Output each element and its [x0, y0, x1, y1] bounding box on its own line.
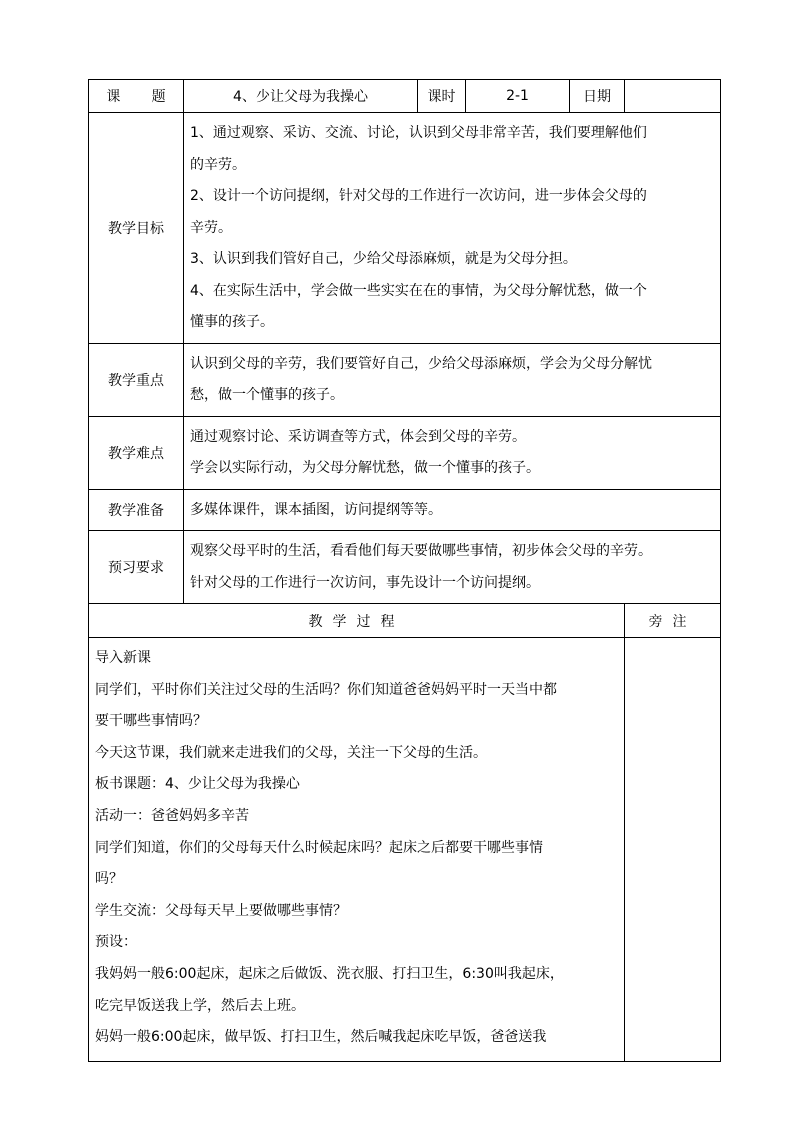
section-row-objectives	[89, 113, 721, 344]
content-line: 多媒体课件，课本插图，访问提纲等等。	[190, 501, 442, 518]
content-line: 辛劳。	[190, 219, 232, 236]
section-label: 预习要求	[89, 531, 184, 604]
process-line: 同学们，平时你们关注过父母的生活吗？你们知道爸爸妈妈平时一天当中都	[95, 681, 557, 698]
content-line: 1、通过观察、采访、交流、讨论，认识到父母非常辛苦，我们要理解他们	[190, 125, 647, 141]
section-label: 教学难点	[89, 416, 184, 489]
notes-heading: 旁注	[625, 604, 721, 638]
process-line: 导入新课	[95, 650, 151, 666]
content-line: 的辛劳。	[190, 156, 246, 173]
process-line: 板书课题：4、少让父母为我操心	[95, 776, 300, 793]
subject-label: 课 题	[89, 80, 184, 113]
content-line: 2、设计一个访问提纲，针对父母的工作进行一次访问，进一步体会父母的	[190, 188, 647, 204]
period-value: 2-1	[466, 80, 570, 113]
process-line: 妈妈一般6:00起床，做早饭、打扫卫生，然后喊我起床吃早饭，爸爸送我	[95, 1029, 547, 1046]
section-row-preview	[89, 531, 721, 604]
section-row-key-points	[89, 343, 721, 416]
content-line: 4、在实际生活中，学会做一些实实在在的事情，为父母分解忧愁，做一个	[190, 282, 647, 299]
process-content	[89, 638, 625, 1062]
process-line: 预设：	[95, 934, 137, 951]
section-content	[184, 489, 721, 531]
content-line: 认识到父母的辛劳，我们要管好自己，少给父母添麻烦，学会为父母分解忧	[190, 355, 652, 372]
date-label: 日期	[570, 80, 625, 113]
process-line: 同学们知道，你们的父母每天什么时候起床吗？起床之后都要干哪些事情	[95, 839, 543, 856]
content-line: 愁，做一个懂事的孩子。	[190, 387, 344, 403]
period-label: 课时	[418, 80, 466, 113]
section-row-difficulties	[89, 416, 721, 489]
process-line: 我妈妈一般6:00起床，起床之后做饭、洗衣服、打扫卫生，6:30叫我起床，	[95, 965, 564, 982]
section-content	[184, 343, 721, 416]
section-row-preparation	[89, 489, 721, 531]
process-line: 吗？	[95, 871, 123, 888]
content-line: 3、认识到我们管好自己，少给父母添麻烦，就是为父母分担。	[190, 251, 577, 267]
lesson-plan-table	[88, 79, 721, 1062]
process-body-row	[89, 638, 721, 1062]
content-line: 通过观察讨论、采访调查等方式，体会到父母的辛劳。	[190, 428, 526, 445]
process-line: 活动一：爸爸妈妈多辛苦	[95, 807, 249, 824]
process-header-row	[89, 604, 721, 638]
date-value	[625, 80, 721, 113]
content-line: 懂事的孩子。	[190, 314, 274, 330]
section-label: 教学准备	[89, 489, 184, 531]
header-row	[89, 80, 721, 113]
content-line: 学会以实际行动，为父母分解忧愁，做一个懂事的孩子。	[190, 460, 540, 476]
section-content	[184, 531, 721, 604]
section-label: 教学目标	[89, 113, 184, 344]
subject-value: 4、少让父母为我操心	[184, 80, 418, 113]
process-line: 吃完早饭送我上学，然后去上班。	[95, 997, 305, 1014]
content-line: 观察父母平时的生活，看看他们每天要做哪些事情，初步体会父母的辛劳。	[190, 543, 652, 559]
section-label: 教学重点	[89, 343, 184, 416]
section-content	[184, 113, 721, 344]
process-line: 要干哪些事情吗？	[95, 713, 207, 730]
process-heading: 教学过程	[89, 604, 625, 638]
content-line: 针对父母的工作进行一次访问，事先设计一个访问提纲。	[190, 574, 540, 591]
process-line: 今天这节课，我们就来走进我们的父母，关注一下父母的生活。	[95, 744, 487, 761]
notes-cell	[625, 638, 721, 1062]
section-content	[184, 416, 721, 489]
process-line: 学生交流：父母每天早上要做哪些事情？	[95, 902, 347, 919]
